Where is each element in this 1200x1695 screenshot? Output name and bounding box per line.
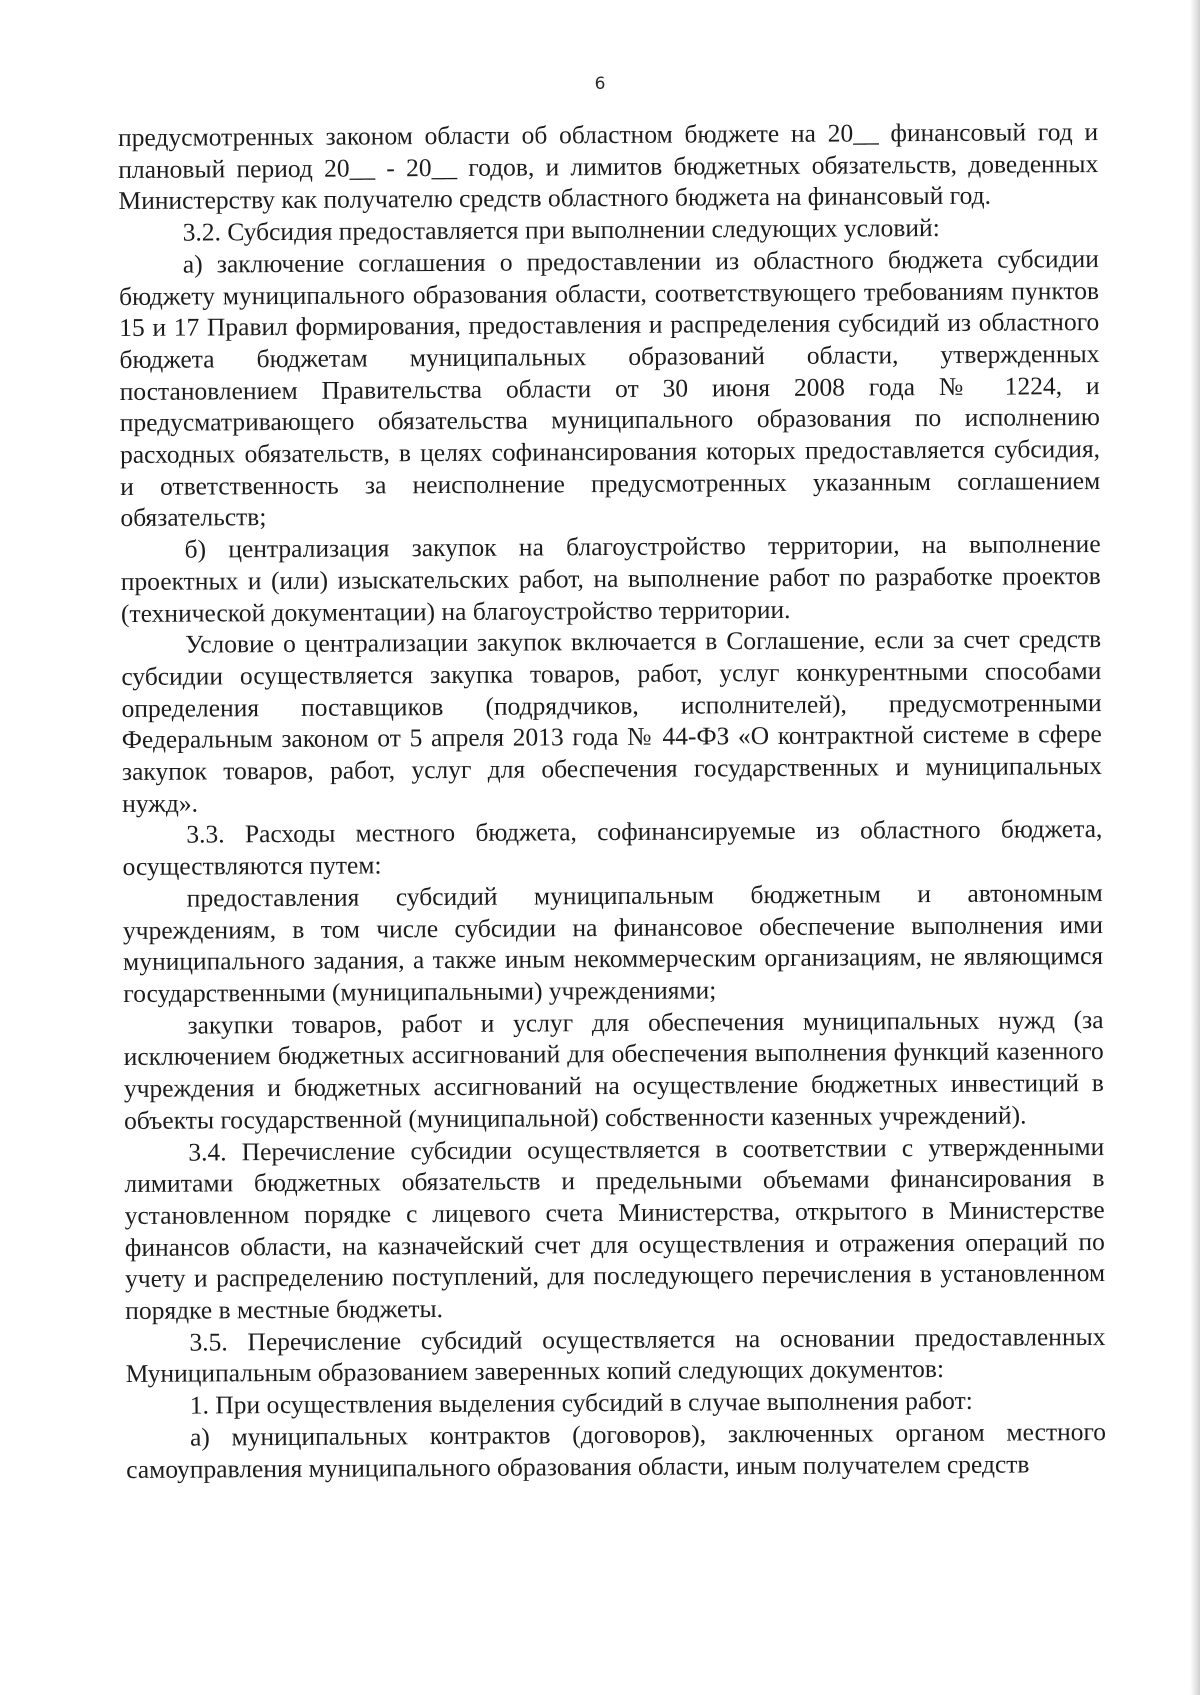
paragraph-continuation: предусмотренных законом области об областном бюджете на 20__ финансовый год и плановый период 20__ - 20__ годов, и лимитов бюджетных обязательств, доведенных Министерству как получателю средств областного бюджета на финансовый год. xyxy=(118,117,1099,216)
paragraph-3-2-a: а) заключение соглашения о предоставлении из областного бюджета субсидии бюджету муниципального образования области, соответствующего требованиям пунктов 15 и 17 Правил формирования, предоставления и распределения субсидий из областного бюджета бюджетам муниципальных образований области, утвержденных постановлением Правительства области от 30 июня 2008 года № 1224, и предусматривающего обязательства муниципального образования по исполнению расходных обязательств, в целях софинансирования которых предоставляется субсидия, и ответственность за неисполнение предусмотренных указанным соглашением обязательств; xyxy=(118,243,1101,533)
paragraph-3-5: 3.5. Перечисление субсидий осуществляется на основании предоставленных Муниципальным образованием заверенных копий следующих документов: xyxy=(125,1321,1106,1389)
paragraph-3-3-subsidies: предоставления субсидий муниципальным бюджетным и автономным учреждениям, в том числе субсидии на финансовое обеспечение выполнения ими муниципального задания, а также иным некоммерческим организациям, не являющимся государственными (муниципальными) учреждениями; xyxy=(122,877,1104,1008)
paragraph-centralization-condition: Условие о централизации закупок включается в Соглашение, если за счет средств субсидии осуществляется закупка товаров, работ, услуг конкурентными способами определения поставщиков (подрядчиков, исполнителей), предусмотренными Федеральным законом от 5 апреля 2013 года № 44-ФЗ «О контрактной системе в сфере закупок товаров, работ, услуг для обеспечения государственных и муниципальных нужд». xyxy=(121,624,1103,818)
paragraph-3-3: 3.3. Расходы местного бюджета, софинансируемые из областного бюджета, осуществляются путем: xyxy=(122,814,1103,882)
scan-edge-shadow xyxy=(1190,0,1200,1695)
document-body xyxy=(118,116,1106,1485)
paragraph-3-4: 3.4. Перечисление субсидии осуществляется в соответствии с утвержденными лимитами бюджетных обязательств и предельными объемами финансирования в установленном порядке с лицевого счета Министерства, открытого в Министерстве финансов области, на казначейский счет для осуществления и отражения операций по учету и распределению поступлений, для последующего перечисления в установленном порядке в местные бюджеты. xyxy=(124,1131,1106,1325)
paragraph-3-5-1-a: а) муниципальных контрактов (договоров), заключенных органом местного самоуправления муниципального образования области, иным получателем средств xyxy=(126,1416,1107,1484)
paragraph-3-2-b: б) централизация закупок на благоустройство территории, на выполнение проектных и (или) изыскательских работ, на выполнение работ по разработке проектов (технической документации) на благоустройство территории. xyxy=(120,529,1101,628)
paragraph-3-2: 3.2. Субсидия предоставляется при выполнении следующих условий: xyxy=(182,213,940,247)
page-number: 6 xyxy=(594,74,606,94)
paragraph-3-5-1: 1. При осуществления выделения субсидий в случае выполнения работ: xyxy=(189,1385,973,1420)
paragraph-3-3-procurement: закупки товаров, работ и услуг для обеспечения муниципальных нужд (за исключением бюджетных ассигнований для обеспечения выполнения функций казенного учреждения и бюджетных ассигнований на осуществление бюджетных инвестиций в объекты государственной (муниципальной) собственности казенных учреждений). xyxy=(123,1004,1104,1135)
